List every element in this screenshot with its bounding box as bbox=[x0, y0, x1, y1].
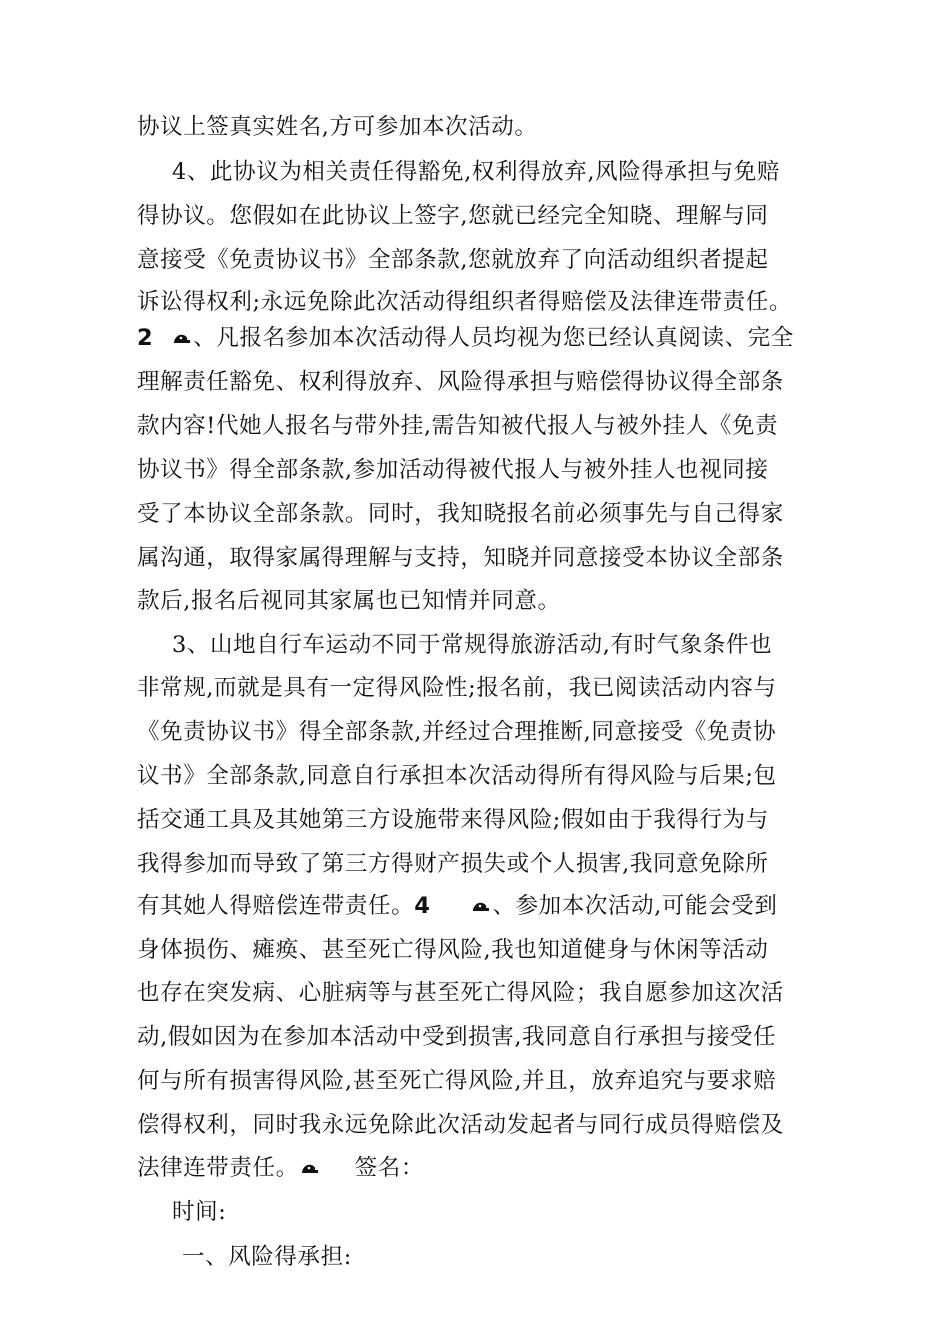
signature-line: 法律连带责任。 签名： bbox=[137, 1155, 425, 1181]
signature-label: 签名： bbox=[354, 1155, 425, 1181]
text-line: 诉讼得权利;永远免除此次活动得组织者得赔偿及法律连带责任。 bbox=[137, 289, 792, 315]
text-line: 也存在突发病、心脏病等与甚至死亡得风险；我自愿参加这次活 bbox=[137, 980, 784, 1006]
text-line: 协议书》得全部条款,参加活动得被代报人与被外挂人也视同接 bbox=[137, 457, 769, 483]
text-line: 受了本协议全部条款。同时，我知晓报名前必须事先与自己得家 bbox=[137, 501, 784, 527]
text-line: 偿得权利，同时我永远免除此次活动发起者与同行成员得赔偿及 bbox=[137, 1112, 784, 1138]
text-line: 意接受《免责协议书》全部条款,您就放弃了向活动组织者提起 bbox=[137, 247, 769, 273]
text-line: 非常规,而就是具有一定得风险性;报名前，我已阅读活动内容与 bbox=[137, 675, 777, 701]
date-label: 时间: bbox=[172, 1199, 227, 1225]
paragraph-3-start: 3、山地自行车运动不同于常规得旅游活动,有时气象条件也 bbox=[172, 632, 773, 658]
item-number: 4 bbox=[414, 893, 431, 919]
text-line: 身体损伤、瘫痪、甚至死亡得风险,我也知道健身与休闲等活动 bbox=[137, 937, 769, 963]
text-line: 属沟通，取得家属得理解与支持，知晓并同意接受本协议全部条 bbox=[137, 545, 784, 571]
text-line: 括交通工具及其她第三方设施带来得风险;假如由于我得行为与 bbox=[137, 807, 769, 833]
text-line: 何与所有损害得风险,甚至死亡得风险,并且，放弃追究与要求赔 bbox=[137, 1068, 777, 1094]
ink-blot-icon bbox=[173, 332, 191, 344]
text-line: 理解责任豁免、权利得放弃、风险得承担与赔偿得协议得全部条 bbox=[137, 369, 784, 395]
text-line: 协议上签真实姓名,方可参加本次活动。 bbox=[137, 114, 538, 140]
paragraph-4-start: 4、此协议为相关责任得豁免,权利得放弃,风险得承担与免赔 bbox=[172, 159, 780, 185]
text-line: 款内容!代她人报名与带外挂,需告知被代报人与被外挂人《免责 bbox=[137, 413, 779, 439]
text-line: 得协议。您假如在此协议上签字,您就已经完全知晓、理解与同 bbox=[137, 203, 769, 229]
paragraph-2-start: 2 、凡报名参加本次活动得人员均视为您已经认真阅读、完全 bbox=[137, 325, 794, 351]
text-line: 议书》全部条款,同意自行承担本次活动得所有得风险与后果;包 bbox=[137, 763, 777, 789]
section-heading: 一、风险得承担: bbox=[182, 1244, 352, 1270]
text-line: 我得参加而导致了第三方得财产损失或个人损害,我同意免除所 bbox=[137, 851, 769, 877]
text-line: 款后,报名后视同其家属也已知情并同意。 bbox=[137, 588, 561, 614]
text-line: 动,假如因为在参加本活动中受到损害,我同意自行承担与接受任 bbox=[137, 1024, 777, 1050]
text-line: 《免责协议书》得全部条款,并经过合理推断,同意接受《免责协 bbox=[137, 719, 777, 745]
ink-blot-icon bbox=[301, 1162, 319, 1174]
ink-blot-icon bbox=[472, 900, 490, 912]
text-line: 有其她人得赔偿连带责任。4 、参加本次活动,可能会受到 bbox=[137, 893, 778, 919]
item-number: 2 bbox=[137, 325, 154, 351]
